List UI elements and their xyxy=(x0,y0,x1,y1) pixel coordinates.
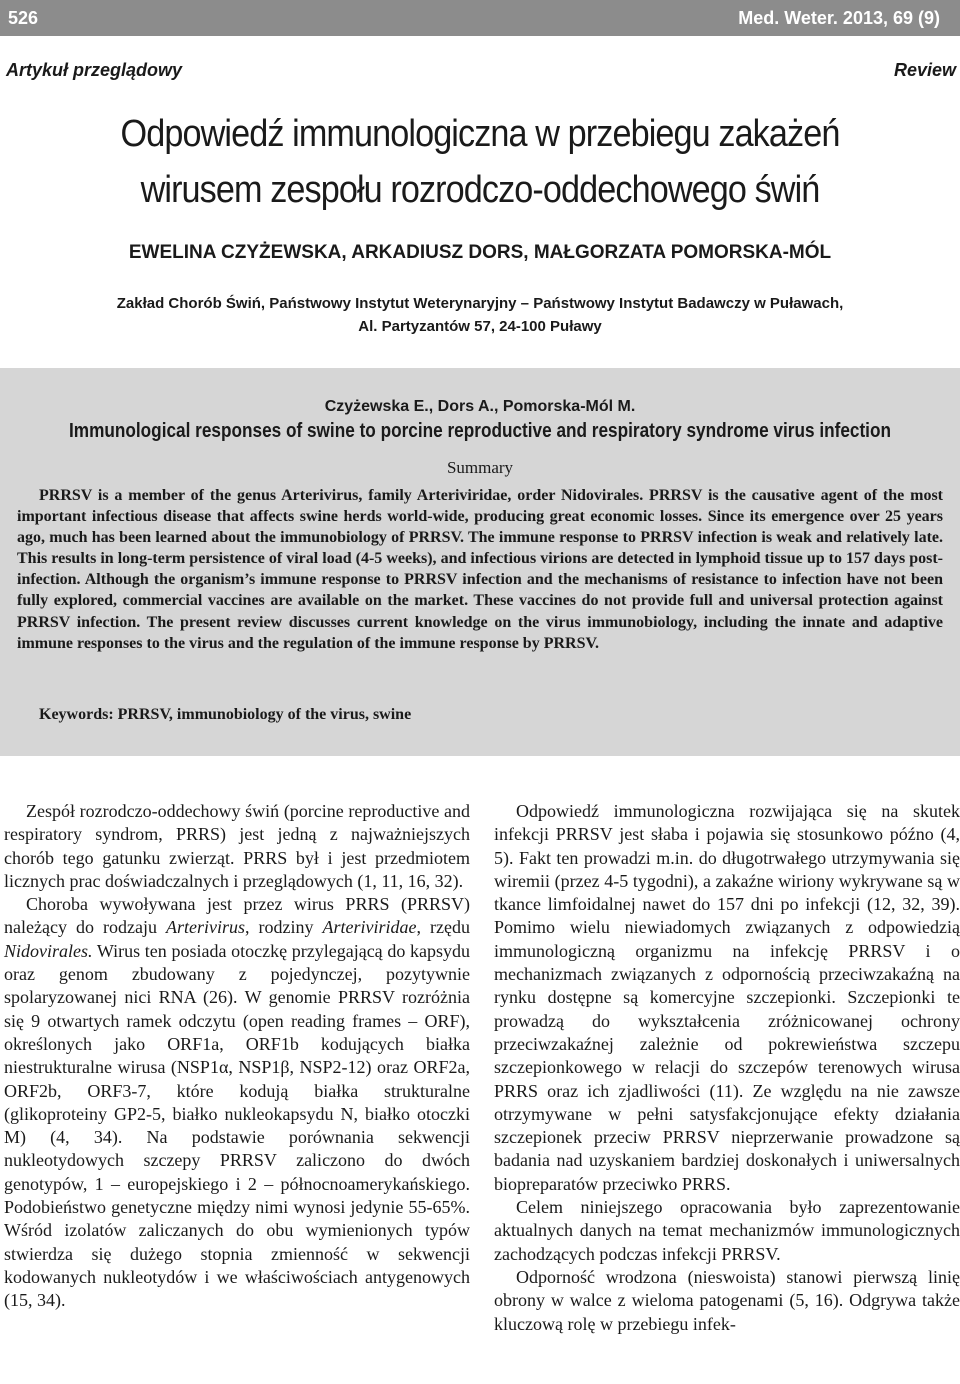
body-paragraph: Odporność wrodzona (nieswoista) stanowi pierwszą linię obrony w walce z wieloma patogenami (5, 16). Odgrywa także kluczową rolę w przebiegu infek- xyxy=(494,1266,960,1334)
body-column-left xyxy=(4,800,470,1313)
body-paragraph: Odpowiedź immunologiczna rozwijająca się na skutek infekcji PRRSV jest słaba i pojawia się stosunkowo późno (4, 5). Fakt ten prowadzi m.in. do długotrwałego utrzymywania się wiremii (przez 4-5 tygodni), a zakaźne wiriony wykrywane są w tkance limfoidalnej nawet do 157 dni po infekcji (12, 32, 39). Pomimo wielu niewiadomych związanych z odpowiedzią immunologiczną organizmu na infekcję PRRSV i o mechanizmach związanych z odpornością przeciwzakaźną na rynku dostępne są komercyjne szczepionki. Szczepionki te prowadzą do wykształcenia zróżnicowanej ochrony przeciwzakaźnej zależnie od pokrewieństwa szczepu szczepionkowego w relacji do szczepów terenowych wirusa PRRS oraz ich zjadliwości (11). Ze względu na nie zawsze otrzymywane w pełni satysfakcjonujące efekty działania szczepionek przeciw PRRSV nieprzerwanie prowadzone są badania nad uzyskaniem bardziej doskonałych i uniwersalnych biopreparatów przeciwko PRRS. xyxy=(494,801,960,1194)
article-title-line-2: wirusem zespołu rozrodczo-oddechowego świń xyxy=(140,169,820,211)
article-title xyxy=(48,106,912,218)
running-header xyxy=(0,0,960,36)
summary-heading: Summary xyxy=(446,458,514,477)
affiliation-line-2: Al. Partyzantów 57, 24-100 Puławy xyxy=(358,318,602,335)
body-paragraph: Celem niniejszego opracowania było zaprezentowanie aktualnych danych na temat mechanizmów immunologicznych zachodzących podczas infekcji PRRSV. xyxy=(494,1197,960,1264)
english-title: Immunological responses of swine to porcine reproductive and respiratory syndrome virus infection xyxy=(69,420,891,442)
keywords: Keywords: PRRSV, immunobiology of the virus, swine xyxy=(39,706,412,723)
abstract-text: PRRSV is a member of the genus Arterivirus, family Arteriviridae, order Nidovirales. PRRSV is the causative agent of the most important infectious disease that affects swine herds world-wide, producing great economic losses. Since its emergence over 25 years ago, much has been learned about the immunobiology of PRRSV. The immune response to PRRSV infection is weak and relatively late. This results in long-term persistence of viral load (4-5 weeks), and infectious virions are detected in lymphoid tissue up to 157 days post-infection. Although the organism’s immune response to PRRSV infection and the mechanisms of resistance to infection have not been fully explored, commercial vaccines are available on the market. These vaccines do not provide full and universal protection against PRRSV infection. The present review discusses current knowledge on the virus immunobiology, including the innate and adaptive immune responses to the virus and the regulation of the immune response by PRRSV. xyxy=(17,487,943,652)
journal-citation: Med. Weter. 2013, 69 (9) xyxy=(738,8,940,28)
body-paragraph: Choroba wywoływana jest przez wirus PRRS (PRRSV) należący do rodzaju Arterivirus, rodziny Arteriviridae, rzędu Nidovirales. Wirus ten posiada otoczkę przylegającą do kapsydu oraz genom zbudowany z pojedynczej, pozytywnie spolaryzowanej nici RNA (26). W genomie PRRSV rozróżnia się 9 otwartych ramek odczytu (open reading frames – ORF), określonych jako ORF1a, ORF1b kodujących białka niestrukturalne wirusa (NSP1α, NSP1β, NSP2-12) oraz ORF2a, ORF2b, ORF3-7, które kodują białka strukturalne (glikoproteiny GP2-5, białko nukleokapsydu N, białko otoczki M) (4, 34). Na podstawie porównania sekwencji nukleotydowych szczepy PRRSV zaliczono do dwóch genotypów, 1 – europejskiego i 2 – północnoamerykańskiego. Podobieństwo genetyczne między nimi wynosi jedynie 55-65%. Wśród izolatów zaliczanych do obu wymienionych typów stwierdza się dużego stopnia zmienność w sekwencji kodowanych nukleotydów i we właściwościach antygenowych (15, 34). xyxy=(4,894,470,1311)
citation-authors: Czyżewska E., Dors A., Pomorska-Mól M. xyxy=(324,398,636,415)
page-number: 526 xyxy=(8,8,39,28)
body-paragraph: Zespół rozrodczo-oddechowy świń (porcine reproductive and respiratory syndrom, PRRS) jest jedną z najważniejszych chorób tego gatunku zwierząt. PRRS był i jest przedmiotem licznych prac doświadczalnych i przeglądowych (1, 11, 16, 32). xyxy=(4,801,470,891)
article-type-polish: Artykuł przeglądowy xyxy=(6,60,183,80)
affiliation xyxy=(0,292,960,338)
affiliation-line-1: Zakład Chorób Świń, Państwowy Instytut Weterynaryjny – Państwowy Instytut Badawczy w Puławach, xyxy=(116,295,844,312)
authors: EWELINA CZYŻEWSKA, ARKADIUSZ DORS, MAŁGORZATA POMORSKA-MÓL xyxy=(128,242,832,263)
article-type-english: Review xyxy=(893,60,956,80)
article-title-line-1: Odpowiedź immunologiczna w przebiegu zakażeń xyxy=(120,113,840,155)
body-column-right xyxy=(494,800,960,1336)
